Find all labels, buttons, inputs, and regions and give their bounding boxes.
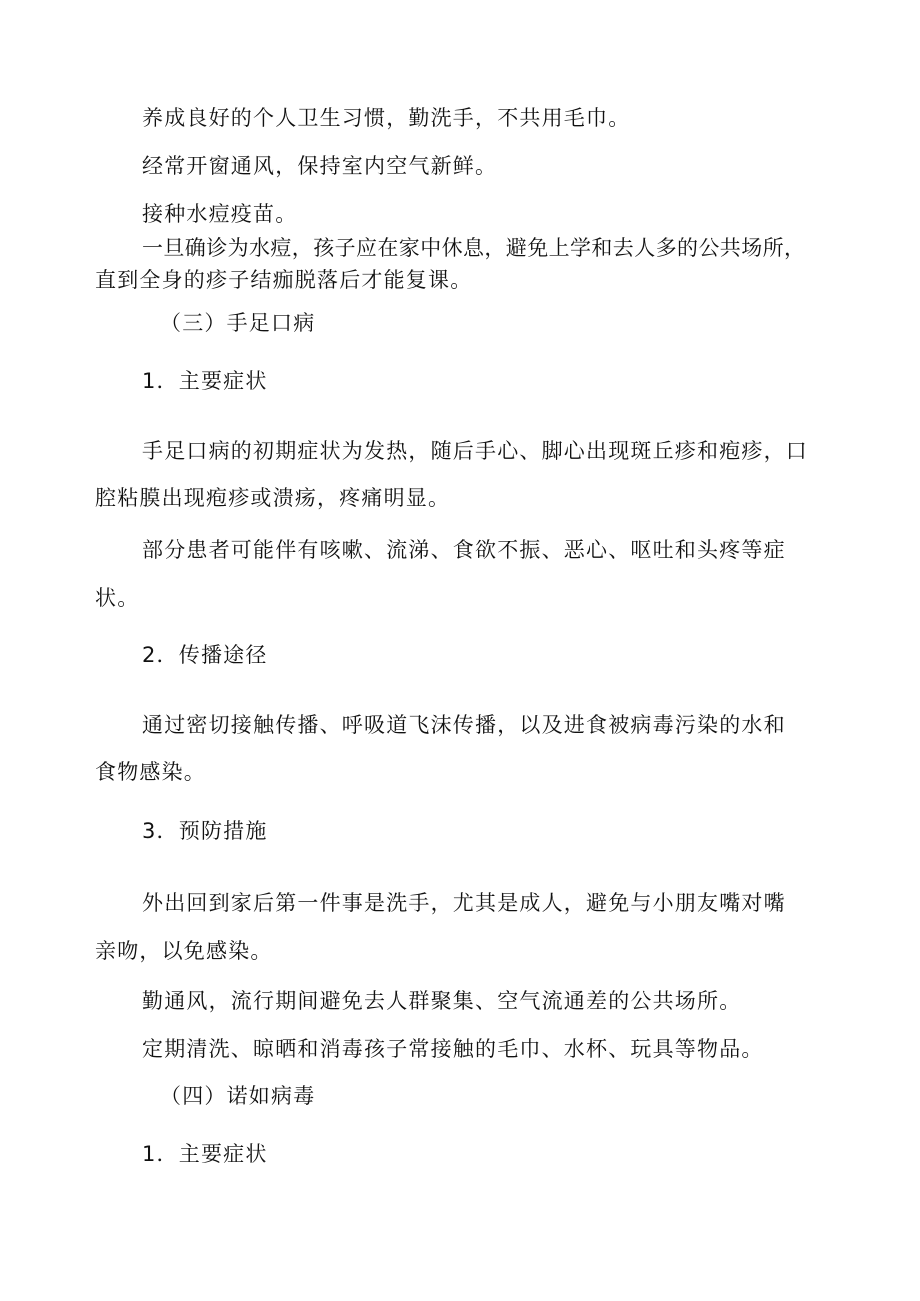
paragraph-ventilation: 经常开窗通风，保持室内空气新鲜。	[142, 154, 498, 178]
paragraph-vaccination: 接种水痘疫苗。	[142, 202, 298, 226]
paragraph-transmission-line-1: 通过密切接触传播、呼吸道飞沫传播，以及进食被病毒污染的水和	[142, 713, 786, 737]
paragraph-transmission-line-2: 食物感染。	[95, 760, 206, 784]
section-heading-hfmd: （三）手足口病	[160, 311, 316, 335]
subheading-transmission: 2．传播途径	[142, 643, 268, 667]
paragraph-avoid-crowds: 勤通风，流行期间避免去人群聚集、空气流通差的公共场所。	[142, 989, 742, 1013]
paragraph-other-symptoms-line-2: 状。	[95, 586, 140, 610]
subheading-main-symptoms: 1．主要症状	[142, 369, 268, 393]
section-heading-norovirus: （四）诺如病毒	[160, 1084, 316, 1108]
paragraph-handwashing-line-2: 亲吻，以免感染。	[95, 939, 273, 963]
subheading-norovirus-symptoms: 1．主要症状	[142, 1142, 268, 1166]
paragraph-hygiene-habits: 养成良好的个人卫生习惯，勤洗手，不共用毛巾。	[142, 106, 631, 130]
paragraph-diagnosis-line-2: 直到全身的疹子结痂脱落后才能复课。	[95, 268, 473, 292]
paragraph-symptoms-line-2: 腔粘膜出现疱疹或溃疡，疼痛明显。	[95, 486, 451, 510]
paragraph-symptoms-line-1: 手足口病的初期症状为发热，随后手心、脚心出现斑丘疹和疱疹，口	[142, 439, 808, 463]
paragraph-other-symptoms-line-1: 部分患者可能伴有咳嗽、流涕、食欲不振、恶心、呕吐和头疼等症	[142, 538, 786, 562]
paragraph-handwashing-line-1: 外出回到家后第一件事是洗手，尤其是成人，避免与小朋友嘴对嘴	[142, 891, 786, 915]
subheading-prevention: 3．预防措施	[142, 819, 268, 843]
paragraph-diagnosis-line-1: 一旦确诊为水痘，孩子应在家中休息，避免上学和去人多的公共场所，	[142, 236, 806, 260]
paragraph-disinfection: 定期清洗、晾晒和消毒孩子常接触的毛巾、水杯、玩具等物品。	[142, 1037, 764, 1061]
